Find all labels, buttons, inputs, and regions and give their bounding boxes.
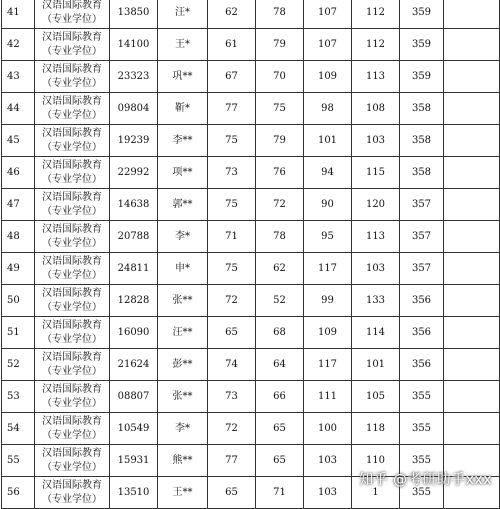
- major-line: 汉语国际教育: [42, 0, 102, 11]
- major-line: （专业学位）: [42, 237, 102, 249]
- cell-s4: 133: [352, 285, 400, 317]
- cell-s2: 70: [256, 61, 304, 93]
- cell-s3: 111: [304, 381, 352, 413]
- cell-total: 359: [400, 0, 444, 29]
- cell-empty: [444, 285, 500, 317]
- cell-s2: 72: [256, 189, 304, 221]
- major-line: （专业学位）: [42, 205, 102, 217]
- cell-no: 54: [2, 413, 35, 445]
- cell-major: [35, 477, 110, 509]
- cell-s2: 65: [256, 445, 304, 477]
- cell-id: 16090: [110, 317, 158, 349]
- table-row: [2, 29, 500, 61]
- cell-total: 356: [400, 317, 444, 349]
- cell-major: [35, 29, 110, 61]
- cell-no: 49: [2, 253, 35, 285]
- cell-empty: [444, 125, 500, 157]
- major-line: 汉语国际教育: [42, 223, 102, 235]
- major-line: 汉语国际教育: [42, 63, 102, 75]
- cell-major: [35, 93, 110, 125]
- cell-no: 51: [2, 317, 35, 349]
- cell-s2: 64: [256, 349, 304, 381]
- cell-s3: 95: [304, 221, 352, 253]
- cell-s1: 72: [208, 413, 256, 445]
- cell-name: 汪**: [158, 317, 208, 349]
- major-line: （专业学位）: [42, 333, 102, 345]
- cell-id: 21624: [110, 349, 158, 381]
- cell-s3: 98: [304, 93, 352, 125]
- table-row: [2, 381, 500, 413]
- cell-name: 张**: [158, 285, 208, 317]
- cell-name: 汪*: [158, 0, 208, 29]
- cell-s1: 72: [208, 285, 256, 317]
- major-line: （专业学位）: [42, 269, 102, 281]
- cell-total: 356: [400, 285, 444, 317]
- cell-empty: [444, 189, 500, 221]
- cell-s3: 117: [304, 253, 352, 285]
- cell-no: 41: [2, 0, 35, 29]
- cell-s3: 107: [304, 0, 352, 29]
- cell-s4: 103: [352, 125, 400, 157]
- major-line: （专业学位）: [42, 109, 102, 121]
- cell-s1: 75: [208, 253, 256, 285]
- cell-s4: 118: [352, 413, 400, 445]
- cell-s1: 77: [208, 445, 256, 477]
- cell-s1: 61: [208, 29, 256, 61]
- cell-total: 355: [400, 413, 444, 445]
- cell-s4: 110: [352, 445, 400, 477]
- cell-s3: 94: [304, 157, 352, 189]
- cell-s4: 105: [352, 381, 400, 413]
- cell-name: 申*: [158, 253, 208, 285]
- cell-empty: [444, 317, 500, 349]
- cell-s1: 74: [208, 349, 256, 381]
- major-line: 汉语国际教育: [42, 31, 102, 43]
- cell-major: [35, 381, 110, 413]
- major-line: 汉语国际教育: [42, 383, 102, 395]
- cell-s3: 117: [304, 349, 352, 381]
- cell-no: 45: [2, 125, 35, 157]
- major-line: 汉语国际教育: [42, 447, 102, 459]
- cell-total: 356: [400, 349, 444, 381]
- major-line: 汉语国际教育: [42, 479, 102, 491]
- major-line: （专业学位）: [42, 13, 102, 25]
- cell-s2: 62: [256, 253, 304, 285]
- score-table: [1, 0, 500, 509]
- major-line: （专业学位）: [42, 45, 102, 57]
- cell-s1: 65: [208, 317, 256, 349]
- major-line: 汉语国际教育: [42, 287, 102, 299]
- cell-id: 19239: [110, 125, 158, 157]
- cell-empty: [444, 221, 500, 253]
- cell-s3: 103: [304, 477, 352, 509]
- cell-major: [35, 285, 110, 317]
- cell-name: 王*: [158, 29, 208, 61]
- major-line: （专业学位）: [42, 141, 102, 153]
- cell-s2: 65: [256, 413, 304, 445]
- cell-total: 358: [400, 157, 444, 189]
- cell-empty: [444, 253, 500, 285]
- watermark: [359, 469, 492, 489]
- major-line: （专业学位）: [42, 173, 102, 185]
- cell-id: 22992: [110, 157, 158, 189]
- cell-major: [35, 61, 110, 93]
- major-line: （专业学位）: [42, 365, 102, 377]
- cell-total: 358: [400, 93, 444, 125]
- cell-s2: 68: [256, 317, 304, 349]
- cell-total: 355: [400, 381, 444, 413]
- cell-s4: 113: [352, 221, 400, 253]
- cell-name: 郭**: [158, 189, 208, 221]
- table-row: [2, 285, 500, 317]
- major-line: （专业学位）: [42, 301, 102, 313]
- cell-major: [35, 0, 110, 29]
- cell-major: [35, 221, 110, 253]
- major-line: （专业学位）: [42, 429, 102, 441]
- cell-no: 53: [2, 381, 35, 413]
- cell-id: 13850: [110, 0, 158, 29]
- cell-id: 08807: [110, 381, 158, 413]
- cell-major: [35, 157, 110, 189]
- cell-no: 50: [2, 285, 35, 317]
- table-row: [2, 61, 500, 93]
- cell-major: [35, 413, 110, 445]
- cell-total: 355: [400, 477, 444, 509]
- score-table-body: [2, 0, 500, 509]
- cell-name: 熊**: [158, 445, 208, 477]
- cell-s1: 67: [208, 61, 256, 93]
- cell-empty: [444, 157, 500, 189]
- cell-empty: [444, 29, 500, 61]
- cell-total: 359: [400, 29, 444, 61]
- cell-s1: 65: [208, 477, 256, 509]
- cell-empty: [444, 349, 500, 381]
- cell-no: 46: [2, 157, 35, 189]
- cell-id: 14100: [110, 29, 158, 61]
- table-row: [2, 317, 500, 349]
- cell-s1: 71: [208, 221, 256, 253]
- cell-s1: 75: [208, 189, 256, 221]
- cell-major: [35, 253, 110, 285]
- cell-name: 彭**: [158, 349, 208, 381]
- cell-id: 10549: [110, 413, 158, 445]
- cell-s4: 113: [352, 61, 400, 93]
- major-line: （专业学位）: [42, 493, 102, 505]
- cell-s3: 109: [304, 61, 352, 93]
- cell-s3: 103: [304, 445, 352, 477]
- table-row: [2, 221, 500, 253]
- cell-no: 43: [2, 61, 35, 93]
- cell-id: 09804: [110, 93, 158, 125]
- cell-s1: 62: [208, 0, 256, 29]
- cell-id: 23323: [110, 61, 158, 93]
- cell-empty: [444, 93, 500, 125]
- table-row: [2, 125, 500, 157]
- cell-s4: 114: [352, 317, 400, 349]
- cell-s4: 108: [352, 93, 400, 125]
- major-line: 汉语国际教育: [42, 255, 102, 267]
- cell-s1: 77: [208, 93, 256, 125]
- cell-s2: 78: [256, 221, 304, 253]
- cell-total: 359: [400, 61, 444, 93]
- cell-id: 20788: [110, 221, 158, 253]
- watermark-text: 知乎 @考研助手xxx: [359, 472, 492, 488]
- table-row: [2, 157, 500, 189]
- cell-major: [35, 445, 110, 477]
- cell-no: 56: [2, 477, 35, 509]
- cell-s2: 52: [256, 285, 304, 317]
- cell-total: 358: [400, 125, 444, 157]
- cell-id: 13510: [110, 477, 158, 509]
- cell-s3: 107: [304, 29, 352, 61]
- major-line: 汉语国际教育: [42, 127, 102, 139]
- cell-empty: [444, 413, 500, 445]
- cell-total: 357: [400, 189, 444, 221]
- cell-s3: 100: [304, 413, 352, 445]
- table-row: [2, 189, 500, 221]
- cell-name: 李*: [158, 413, 208, 445]
- cell-empty: [444, 381, 500, 413]
- cell-s2: 79: [256, 29, 304, 61]
- cell-major: [35, 317, 110, 349]
- table-row: [2, 0, 500, 29]
- cell-no: 42: [2, 29, 35, 61]
- cell-major: [35, 349, 110, 381]
- major-line: 汉语国际教育: [42, 95, 102, 107]
- major-line: 汉语国际教育: [42, 415, 102, 427]
- major-line: 汉语国际教育: [42, 191, 102, 203]
- major-line: 汉语国际教育: [42, 159, 102, 171]
- cell-s3: 109: [304, 317, 352, 349]
- cell-s2: 78: [256, 0, 304, 29]
- cell-s4: 101: [352, 349, 400, 381]
- cell-name: 张**: [158, 381, 208, 413]
- table-row: [2, 349, 500, 381]
- cell-s2: 66: [256, 381, 304, 413]
- cell-total: 355: [400, 445, 444, 477]
- major-line: （专业学位）: [42, 461, 102, 473]
- major-line: 汉语国际教育: [42, 319, 102, 331]
- table-row: [2, 413, 500, 445]
- cell-s1: 73: [208, 157, 256, 189]
- cell-no: 48: [2, 221, 35, 253]
- cell-name: 靳*: [158, 93, 208, 125]
- cell-s4: 1: [352, 477, 400, 509]
- cell-no: 52: [2, 349, 35, 381]
- major-line: 汉语国际教育: [42, 351, 102, 363]
- major-line: （专业学位）: [42, 397, 102, 409]
- cell-s1: 73: [208, 381, 256, 413]
- table-row: [2, 253, 500, 285]
- cell-s3: 101: [304, 125, 352, 157]
- cell-empty: [444, 0, 500, 29]
- cell-s2: 76: [256, 157, 304, 189]
- table-row: [2, 93, 500, 125]
- cell-name: 项**: [158, 157, 208, 189]
- cell-s2: 75: [256, 93, 304, 125]
- cell-s4: 112: [352, 29, 400, 61]
- cell-name: 巩**: [158, 61, 208, 93]
- cell-s4: 120: [352, 189, 400, 221]
- cell-major: [35, 189, 110, 221]
- cell-major: [35, 125, 110, 157]
- cell-no: 55: [2, 445, 35, 477]
- cell-id: 15931: [110, 445, 158, 477]
- cell-name: 王**: [158, 477, 208, 509]
- cell-s4: 112: [352, 0, 400, 29]
- cell-empty: [444, 61, 500, 93]
- cell-total: 357: [400, 253, 444, 285]
- cell-s4: 103: [352, 253, 400, 285]
- cell-s3: 90: [304, 189, 352, 221]
- cell-id: 12828: [110, 285, 158, 317]
- cell-total: 357: [400, 221, 444, 253]
- cell-no: 47: [2, 189, 35, 221]
- cell-s1: 75: [208, 125, 256, 157]
- cell-no: 44: [2, 93, 35, 125]
- cell-id: 24811: [110, 253, 158, 285]
- cell-name: 李**: [158, 125, 208, 157]
- cell-s4: 115: [352, 157, 400, 189]
- cell-s2: 71: [256, 477, 304, 509]
- cell-id: 14638: [110, 189, 158, 221]
- cell-name: 李*: [158, 221, 208, 253]
- cell-s3: 99: [304, 285, 352, 317]
- major-line: （专业学位）: [42, 77, 102, 89]
- cell-s2: 79: [256, 125, 304, 157]
